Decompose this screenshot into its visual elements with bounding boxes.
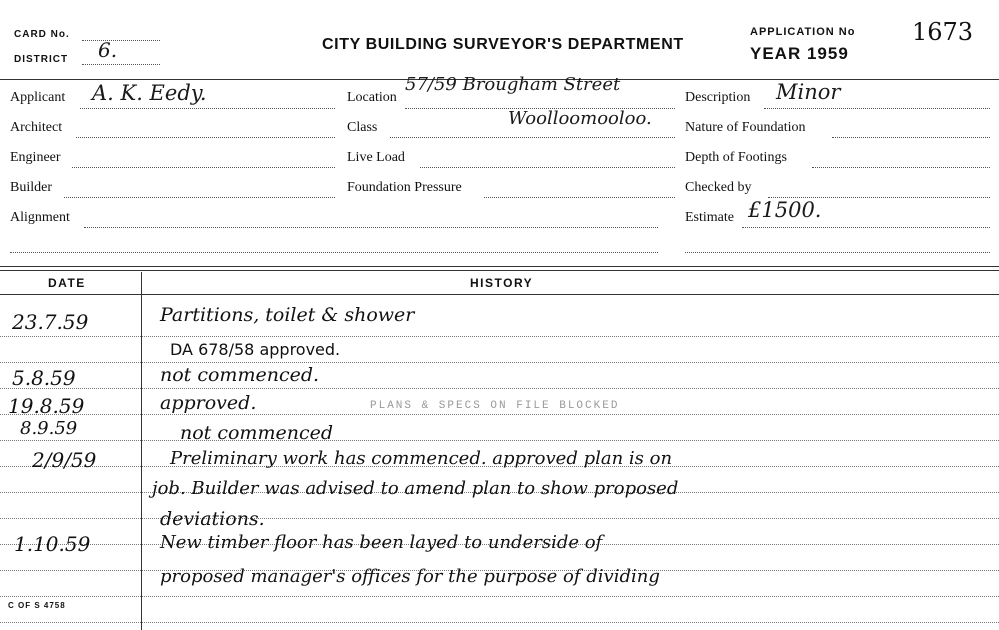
ruled-line <box>0 414 999 415</box>
alignment-line-2 <box>10 252 658 253</box>
location-value-line1: 57/59 Brougham Street <box>405 74 621 95</box>
architect-label: Architect <box>10 120 63 135</box>
history-entry: DA 678/58 approved. <box>170 340 341 359</box>
class-label: Class <box>347 120 378 135</box>
class-line <box>390 137 675 138</box>
history-column-header: HISTORY <box>470 276 534 290</box>
nature-of-foundation-line <box>832 137 990 138</box>
entry-date: 23.7.59 <box>12 310 89 334</box>
ruled-line <box>0 518 999 519</box>
ruled-line <box>0 388 999 389</box>
district-line <box>82 64 160 65</box>
estimate-value: £1500. <box>748 198 822 222</box>
entry-date: 2/9/59 <box>32 448 97 472</box>
history-top-rule-2 <box>0 270 999 271</box>
alignment-label: Alignment <box>10 210 70 225</box>
ruled-line <box>0 596 999 597</box>
form-code: C OF S 4758 <box>8 601 66 610</box>
date-column-divider <box>141 272 142 630</box>
ruled-line <box>0 622 999 623</box>
foundation-pressure-line <box>484 197 675 198</box>
alignment-line <box>84 227 658 228</box>
applicant-label: Applicant <box>10 90 66 105</box>
card-no-label: CARD No. <box>14 29 70 40</box>
card-no-line <box>82 40 160 41</box>
depth-of-footings-line <box>812 167 990 168</box>
description-value: Minor <box>776 80 841 104</box>
estimate-label: Estimate <box>685 210 734 225</box>
history-header-rule <box>0 294 999 295</box>
year-label: YEAR 1959 <box>750 44 849 63</box>
district-label: DISTRICT <box>14 54 69 65</box>
description-label: Description <box>685 90 751 105</box>
application-no-value: 1673 <box>912 18 974 46</box>
location-label: Location <box>347 90 397 105</box>
ruled-line <box>0 362 999 363</box>
estimate-line <box>742 227 990 228</box>
history-entry: Preliminary work has commenced. approved plan is on <box>170 448 673 469</box>
history-entry: Partitions, toilet & shower <box>160 304 415 326</box>
history-top-rule <box>0 266 999 267</box>
description-line <box>764 108 990 109</box>
builder-label: Builder <box>10 180 52 195</box>
application-no-label: APPLICATION No <box>750 26 856 38</box>
architect-line <box>76 137 335 138</box>
live-load-line <box>420 167 675 168</box>
entry-date: 8.9.59 <box>20 418 78 439</box>
entry-date: 1.10.59 <box>14 532 91 556</box>
history-entry: job. Builder was advised to amend plan to show proposed <box>152 478 679 499</box>
engineer-line <box>72 167 335 168</box>
builder-line <box>64 197 335 198</box>
department-title: CITY BUILDING SURVEYOR'S DEPARTMENT <box>322 36 684 53</box>
history-entry: deviations. <box>160 508 265 530</box>
faded-stamp: PLANS & SPECS ON FILE BLOCKED <box>370 400 620 412</box>
history-entry: not commenced. <box>160 364 320 386</box>
date-column-header: DATE <box>48 276 86 290</box>
engineer-label: Engineer <box>10 150 61 165</box>
live-load-label: Live Load <box>347 150 405 165</box>
history-entry: New timber floor has been layed to underside of <box>160 532 603 553</box>
district-value: 6. <box>98 38 118 62</box>
applicant-value: A. K. Eedy. <box>92 81 207 105</box>
history-entry: approved. <box>160 392 257 414</box>
nature-of-foundation-label: Nature of Foundation <box>685 120 806 135</box>
ruled-line <box>0 440 999 441</box>
applicant-line <box>80 108 335 109</box>
entry-date: 5.8.59 <box>12 366 76 390</box>
history-entry: proposed manager's offices for the purpose of dividing <box>160 566 660 587</box>
history-entry: not commenced <box>180 422 333 444</box>
checked-by-label: Checked by <box>685 180 752 195</box>
estimate-line-2 <box>685 252 990 253</box>
foundation-pressure-label: Foundation Pressure <box>347 180 462 195</box>
ruled-line <box>0 336 999 337</box>
entry-date: 19.8.59 <box>8 394 85 418</box>
depth-of-footings-label: Depth of Footings <box>685 150 787 165</box>
location-value-line2: Woolloomooloo. <box>508 108 652 129</box>
